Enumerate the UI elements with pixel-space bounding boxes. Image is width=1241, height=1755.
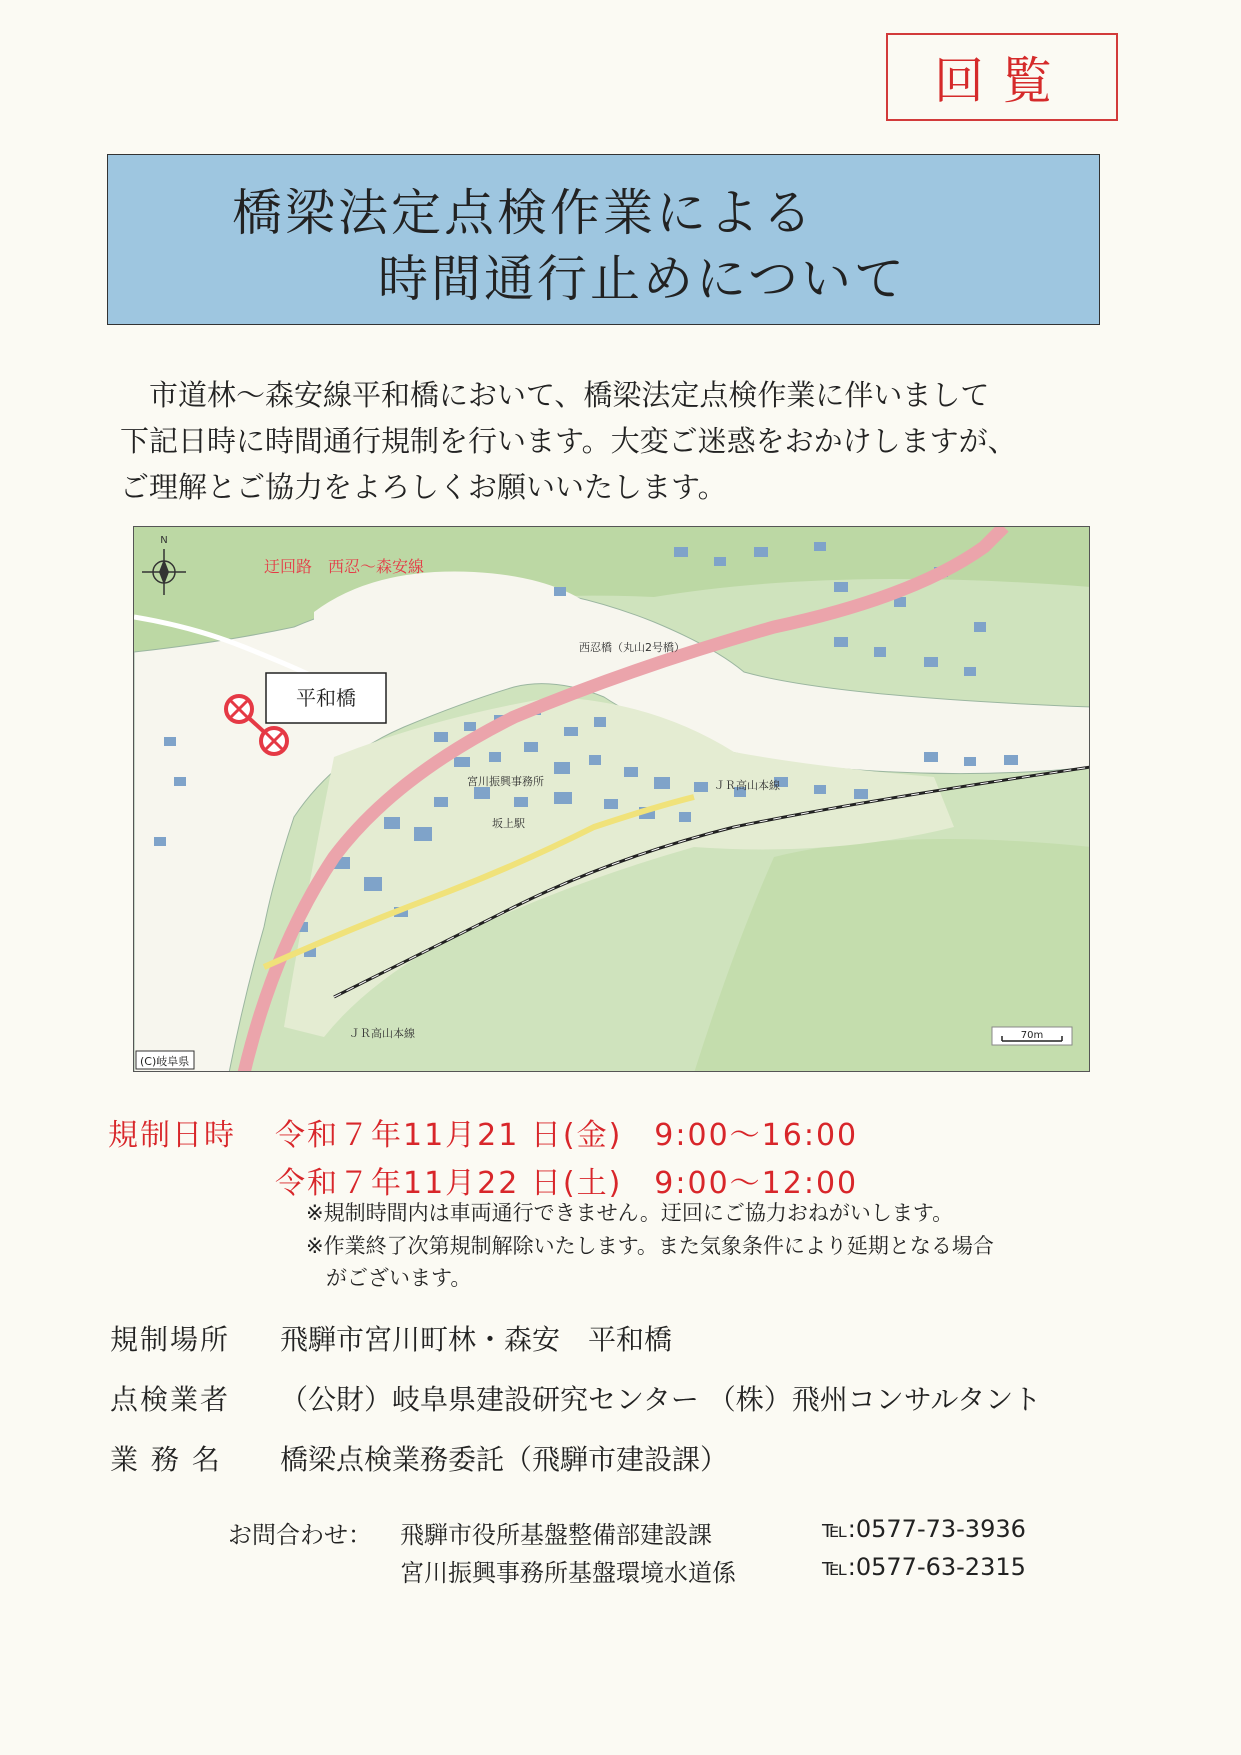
intro-line-1: 市道林～森安線平和橋において、橋梁法定点検作業に伴いまして [120,378,990,412]
scale-label: 70m [1020,1030,1044,1041]
title-line-1: 橋梁法定点検作業による [232,184,815,242]
intro-line-2: 下記日時に時間通行規制を行います。大変ご迷惑をおかけしますが、 [120,424,1017,458]
contact-tel-2: ℡:0577-63-2315 [822,1553,1026,1581]
title-box [107,154,1100,325]
detour-label: 迂回路 西忍～森安線 [264,557,425,576]
contact-tel-1: ℡:0577-73-3936 [822,1515,1026,1543]
schedule-label: 規制日時 [108,1118,236,1153]
circulation-stamp: 回覧 [886,33,1118,121]
closure-marker-1 [226,696,252,722]
schedule-note-1: ※規制時間内は車両通行できません。迂回にご協力おねがいします。 [306,1201,954,1225]
contact-dept-1: 飛騨市役所基盤整備部建設課 [400,1521,712,1549]
title-line-2: 時間通行止めについて [378,250,907,308]
rail-label-1: ＪＲ高山本線 [714,779,780,792]
schedule-date-1: 令和７年11月21 日(金) 9:00～16:00 [275,1118,859,1153]
bridge-label: 平和橋 [296,686,356,710]
contact-label: お問合わせ： [228,1521,372,1549]
rail-label-2: ＪＲ高山本線 [349,1027,415,1040]
inspector-label: 点検業者 [110,1383,231,1416]
area-map [133,526,1090,1072]
closure-marker-2 [261,728,287,754]
station-label: 坂上駅 [492,817,525,830]
work-label: 業 務 名 [110,1443,222,1476]
schedule-date-2: 令和７年11月22 日(土) 9:00～12:00 [275,1166,859,1201]
place-label: 規制場所 [110,1323,231,1356]
svg-text:N: N [160,535,168,546]
schedule-note-3: がございます。 [326,1266,472,1290]
copyright: (C)岐阜県 [140,1055,190,1068]
place-value: 飛騨市宮川町林・森安 平和橋 [280,1323,673,1356]
work-value: 橋梁点検業務委託（飛騨市建設課） [280,1443,729,1476]
schedule-note-2: ※作業終了次第規制解除いたします。また気象条件により延期となる場合 [306,1234,994,1258]
office-label: 宮川振興事務所 [467,775,544,788]
intro-paragraph [120,372,1100,510]
contact-dept-2: 宮川振興事務所基盤環境水道係 [400,1559,736,1587]
bridge2-label: 西忍橋（丸山2号橋） [579,641,685,654]
inspector-value: （公財）岐阜県建設研究センター （株）飛州コンサルタント [280,1383,1042,1416]
intro-line-3: ご理解とご協力をよろしくお願いいたします。 [120,470,727,504]
